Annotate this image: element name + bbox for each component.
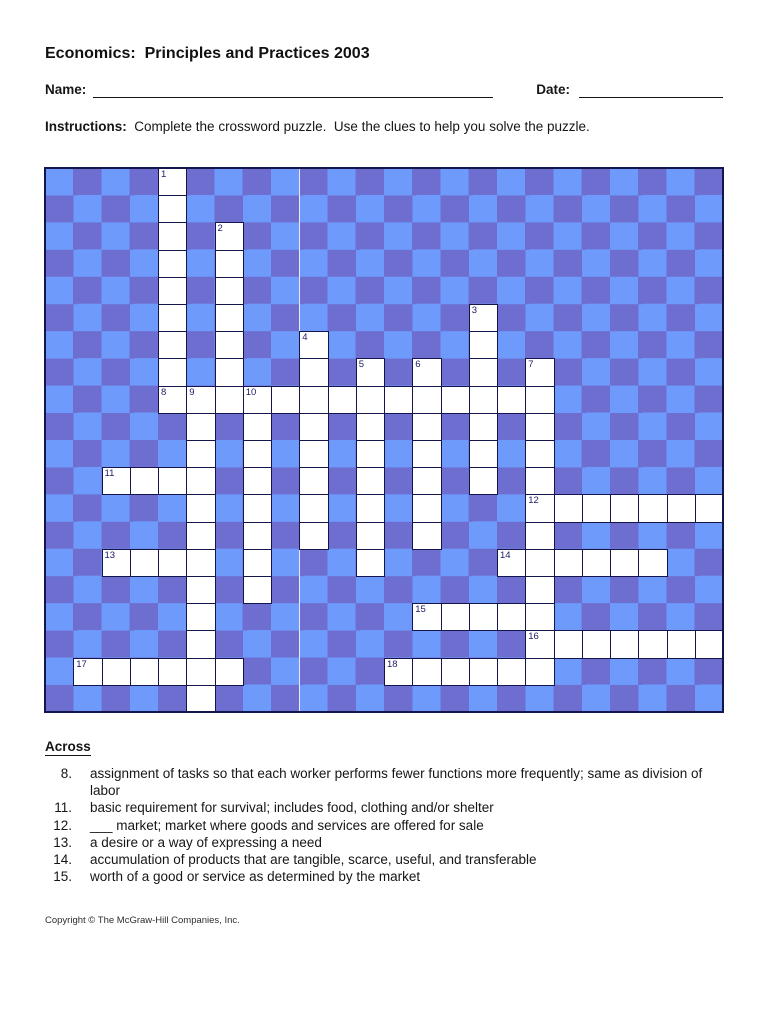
- clue-number: 11.: [54, 800, 72, 816]
- crossword-cell[interactable]: [299, 467, 328, 495]
- clue-number-label: 11: [104, 468, 115, 480]
- crossword-cell[interactable]: [215, 222, 244, 250]
- page-title: Economics: Principles and Practices 2003: [45, 45, 370, 62]
- crossword-cell[interactable]: [469, 440, 498, 468]
- across-clue: [45, 868, 723, 885]
- crossword-cell[interactable]: [582, 549, 611, 577]
- clue-number-label: 10: [245, 386, 257, 398]
- crossword-cell[interactable]: [356, 522, 385, 550]
- clue-number: 14.: [53, 852, 72, 868]
- crossword-cell[interactable]: [158, 168, 187, 196]
- crossword-cell[interactable]: [554, 630, 583, 658]
- crossword-cell[interactable]: [186, 549, 215, 577]
- crossword-cell[interactable]: [412, 603, 441, 631]
- crossword-cell[interactable]: [525, 630, 554, 658]
- instructions-text: Complete the crossword puzzle. Use the clues to help you solve the puzzle.: [126, 119, 590, 134]
- crossword-cell[interactable]: [158, 658, 187, 686]
- crossword-cell[interactable]: [299, 358, 328, 386]
- crossword-cell[interactable]: [610, 494, 639, 522]
- crossword-cell[interactable]: [525, 549, 554, 577]
- crossword-cell[interactable]: [469, 358, 498, 386]
- crossword-grid: [45, 168, 723, 712]
- crossword-cell[interactable]: [638, 630, 667, 658]
- crossword-cell[interactable]: [299, 413, 328, 441]
- crossword-cell[interactable]: [384, 658, 413, 686]
- clue-number-label: 16: [528, 631, 539, 643]
- across-clue: [45, 834, 723, 851]
- crossword-cell[interactable]: [186, 522, 215, 550]
- crossword-cell[interactable]: [356, 440, 385, 468]
- crossword-cell[interactable]: [158, 195, 187, 223]
- crossword-cell[interactable]: [130, 467, 159, 495]
- crossword-cell[interactable]: [299, 331, 328, 359]
- crossword-cell[interactable]: [412, 522, 441, 550]
- across-section-heading: [45, 739, 91, 754]
- crossword-cell[interactable]: [469, 658, 498, 686]
- clue-number-label: 13: [104, 549, 116, 561]
- crossword-cell[interactable]: [497, 386, 526, 414]
- across-clue: [45, 817, 723, 834]
- crossword-cell[interactable]: [412, 658, 441, 686]
- clue-number-label: 18: [387, 658, 398, 670]
- crossword-cell[interactable]: [243, 467, 272, 495]
- crossword-cell[interactable]: [186, 494, 215, 522]
- crossword-cell[interactable]: [412, 440, 441, 468]
- crossword-cell[interactable]: [469, 386, 498, 414]
- crossword-cell[interactable]: [215, 386, 244, 414]
- clue-number: 13.: [53, 834, 72, 850]
- clue-number-label: 8: [161, 386, 167, 398]
- crossword-cell[interactable]: [525, 440, 554, 468]
- crossword-cell[interactable]: [695, 494, 724, 522]
- crossword-cell[interactable]: [130, 658, 159, 686]
- crossword-cell[interactable]: [299, 494, 328, 522]
- crossword-cell[interactable]: [497, 549, 526, 577]
- crossword-cell[interactable]: [441, 386, 470, 414]
- clue-text: accumulation of products that are tangible, scarce, useful, and transferable: [90, 852, 537, 868]
- crossword-cell[interactable]: [215, 358, 244, 386]
- crossword-cell[interactable]: [186, 467, 215, 495]
- crossword-cell[interactable]: [299, 386, 328, 414]
- crossword-cell[interactable]: [525, 467, 554, 495]
- clue-text: a desire or a way of expressing a need: [90, 834, 322, 850]
- crossword-cell[interactable]: [186, 386, 215, 414]
- crossword-cell[interactable]: [412, 386, 441, 414]
- crossword-cell[interactable]: [469, 304, 498, 332]
- across-clue: [45, 799, 723, 816]
- crossword-cell[interactable]: [356, 386, 385, 414]
- crossword-cell[interactable]: [186, 685, 215, 713]
- crossword-cell[interactable]: [158, 467, 187, 495]
- crossword-cell[interactable]: [356, 549, 385, 577]
- clue-number-label: 15: [415, 604, 426, 616]
- crossword-cell[interactable]: [158, 277, 187, 305]
- clue-number: 8.: [60, 766, 72, 781]
- crossword-cell[interactable]: [582, 630, 611, 658]
- name-date-row: [45, 80, 723, 98]
- crossword-cell[interactable]: [667, 494, 696, 522]
- crossword-cell[interactable]: [243, 413, 272, 441]
- crossword-cell[interactable]: [695, 630, 724, 658]
- clue-number-label: 4: [302, 332, 308, 344]
- crossword-cell[interactable]: [356, 494, 385, 522]
- instructions-label: Instructions:: [45, 119, 127, 134]
- crossword-cell[interactable]: [582, 494, 611, 522]
- crossword-cell[interactable]: [525, 658, 554, 686]
- crossword-cell[interactable]: [384, 386, 413, 414]
- crossword-cell[interactable]: [158, 386, 187, 414]
- crossword-cell[interactable]: [158, 331, 187, 359]
- date-label: Date:: [536, 82, 571, 97]
- date-input-line[interactable]: [579, 80, 723, 98]
- clue-text: assignment of tasks so that each worker performs fewer functions more frequently; same as division of labor: [90, 766, 703, 799]
- crossword-cell[interactable]: [638, 549, 667, 577]
- crossword-cell[interactable]: [186, 413, 215, 441]
- crossword-cell[interactable]: [186, 576, 215, 604]
- crossword-cell[interactable]: [525, 413, 554, 441]
- crossword-cell[interactable]: [412, 467, 441, 495]
- crossword-cell[interactable]: [299, 440, 328, 468]
- clue-number-label: 5: [358, 359, 365, 371]
- clue-number-label: 9: [189, 386, 195, 398]
- crossword-cell[interactable]: [158, 250, 187, 278]
- crossword-cell[interactable]: [328, 386, 357, 414]
- crossword-cell[interactable]: [243, 549, 272, 577]
- clue-number-label: 14: [500, 549, 511, 561]
- across-heading: Across: [45, 739, 91, 754]
- crossword-cell[interactable]: [158, 304, 187, 332]
- crossword-cell[interactable]: [412, 358, 441, 386]
- crossword-cell[interactable]: [412, 494, 441, 522]
- crossword-cell[interactable]: [469, 413, 498, 441]
- crossword-cell[interactable]: [158, 358, 187, 386]
- crossword-cell[interactable]: [554, 549, 583, 577]
- clue-number-label: 6: [415, 359, 421, 371]
- clue-number-label: 17: [76, 658, 87, 670]
- clue-number-label: 2: [217, 223, 223, 235]
- clue-number: 15.: [53, 869, 72, 885]
- crossword-cell[interactable]: [554, 494, 583, 522]
- instructions: [45, 119, 723, 134]
- crossword-cell[interactable]: [243, 440, 272, 468]
- crossword-cell[interactable]: [525, 494, 554, 522]
- crossword-cell[interactable]: [610, 630, 639, 658]
- crossword-cell[interactable]: [215, 331, 244, 359]
- clue-number-label: 1: [161, 169, 167, 180]
- clue-number-label: 3: [471, 305, 478, 316]
- crossword-cell[interactable]: [610, 549, 639, 577]
- crossword-cell[interactable]: [271, 386, 300, 414]
- crossword-cell[interactable]: [525, 576, 554, 604]
- crossword-cell[interactable]: [356, 413, 385, 441]
- crossword-cell[interactable]: [243, 576, 272, 604]
- crossword-cell[interactable]: [525, 522, 554, 550]
- crossword-cell[interactable]: [102, 549, 131, 577]
- crossword-cell[interactable]: [102, 658, 131, 686]
- clue-number: 12.: [53, 817, 72, 833]
- crossword-cell[interactable]: [158, 549, 187, 577]
- crossword-cell[interactable]: [525, 603, 554, 631]
- crossword-cell[interactable]: [497, 603, 526, 631]
- across-clue: [45, 765, 723, 799]
- name-input-line[interactable]: [93, 80, 493, 98]
- across-clues-list: [45, 765, 723, 885]
- crossword-cell[interactable]: [469, 331, 498, 359]
- crossword-cell[interactable]: [638, 494, 667, 522]
- crossword-cell[interactable]: [469, 467, 498, 495]
- clue-text: worth of a good or service as determined by the market: [90, 869, 421, 885]
- crossword-cell[interactable]: [215, 277, 244, 305]
- crossword-cell[interactable]: [299, 522, 328, 550]
- crossword-cell[interactable]: [186, 658, 215, 686]
- crossword-cell[interactable]: [356, 467, 385, 495]
- crossword-cell[interactable]: [215, 304, 244, 332]
- crossword-cell[interactable]: [525, 386, 554, 414]
- crossword-cell[interactable]: [441, 603, 470, 631]
- crossword-cell[interactable]: [158, 222, 187, 250]
- crossword-cell[interactable]: [243, 522, 272, 550]
- crossword-cell[interactable]: [356, 358, 385, 386]
- name-label: Name:: [45, 82, 87, 97]
- crossword-cell[interactable]: [215, 658, 244, 686]
- clue-number-label: 7: [528, 359, 534, 371]
- clue-text: ___ market; market where goods and services are offered for sale: [90, 817, 484, 833]
- clue-number-label: 12: [528, 495, 539, 507]
- crossword-cell[interactable]: [102, 467, 131, 495]
- crossword-cell[interactable]: [215, 250, 244, 278]
- crossword-cell[interactable]: [243, 494, 272, 522]
- across-clue: [45, 851, 723, 868]
- copyright-text: Copyright © The McGraw-Hill Companies, Inc.: [45, 915, 240, 926]
- crossword-cell[interactable]: [130, 549, 159, 577]
- crossword-cell[interactable]: [497, 658, 526, 686]
- crossword-cell[interactable]: [525, 358, 554, 386]
- crossword-cell[interactable]: [441, 658, 470, 686]
- crossword-cell[interactable]: [186, 630, 215, 658]
- crossword-cell[interactable]: [469, 603, 498, 631]
- crossword-cell[interactable]: [186, 440, 215, 468]
- crossword-cell[interactable]: [667, 630, 696, 658]
- crossword-cell[interactable]: [73, 658, 102, 686]
- crossword-cell[interactable]: [243, 386, 272, 414]
- crossword-cell[interactable]: [186, 603, 215, 631]
- clue-text: basic requirement for survival; includes food, clothing and/or shelter: [90, 800, 494, 816]
- crossword-cell[interactable]: [412, 413, 441, 441]
